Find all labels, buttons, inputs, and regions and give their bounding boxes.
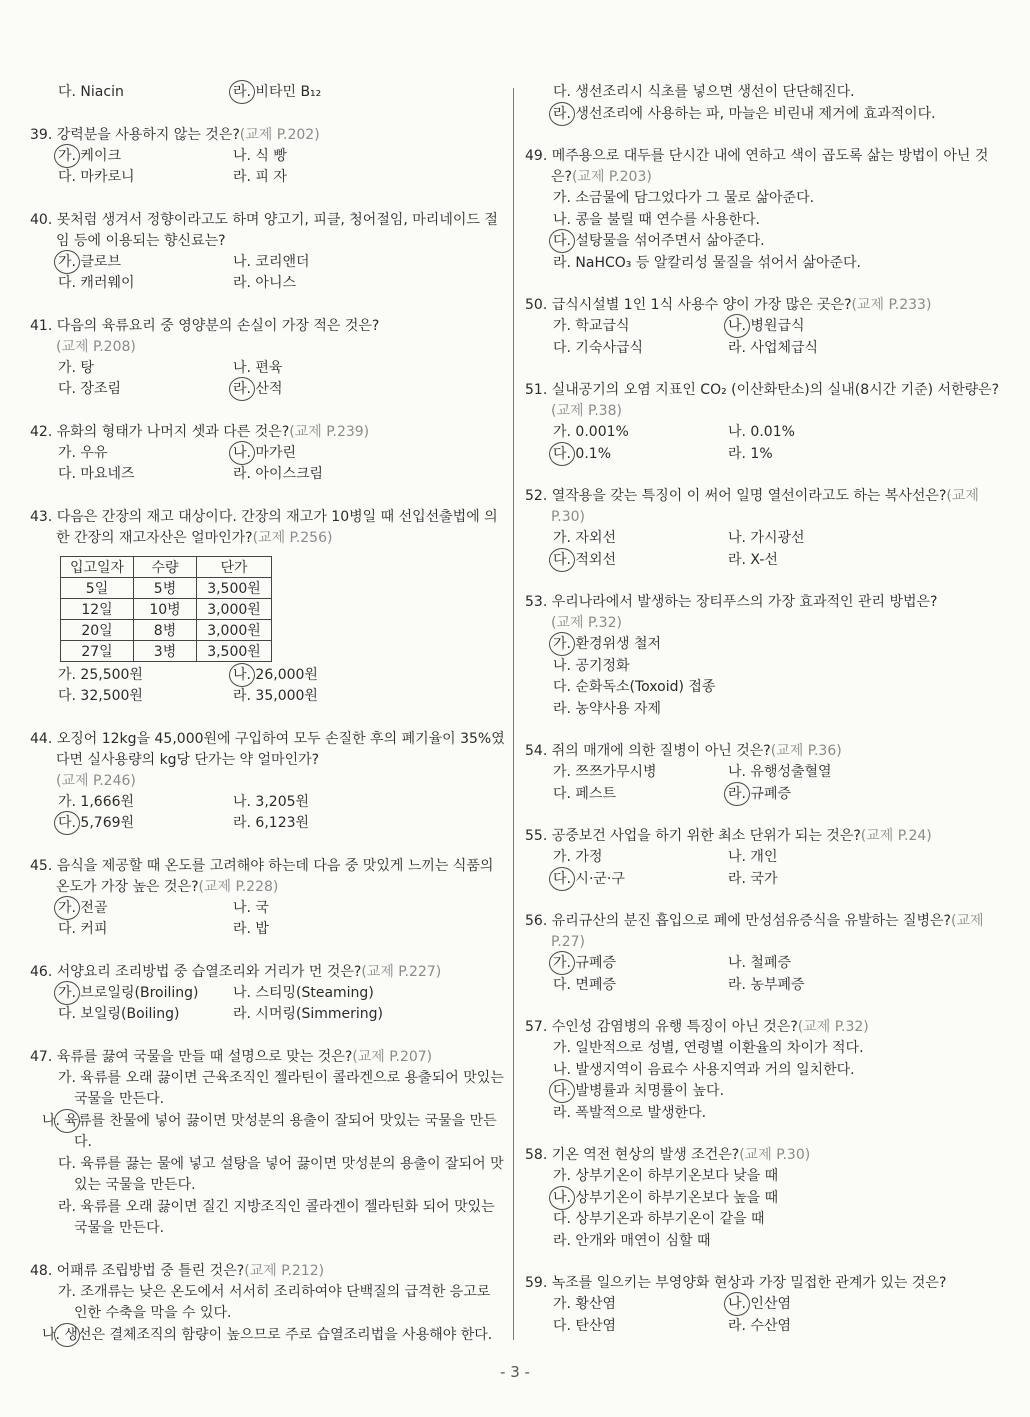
option-answer: 나. 육류를 찬물에 넣어 끓이면 맛성분의 용출이 잘되어 맛있는 국물을 만든다. [42, 1112, 497, 1150]
question-text: 44. 오징어 12kg을 45,000원에 구입하여 모두 손질한 후의 폐기율이 35%였다면 실사용량의 kg당 단가는 약 얼마인가? [30, 730, 505, 768]
option: 다. 캐러웨이 [58, 275, 135, 291]
option: 나. 가시광선 [728, 530, 805, 546]
question-43 [30, 507, 508, 708]
option: 라. 육류를 오래 끓이면 질긴 지방조직인 콜라겐이 젤라틴화 되어 맛있는 국물을 만든다. [58, 1198, 495, 1236]
option: 라. 아니스 [233, 275, 296, 291]
option: 라. 사업체급식 [728, 339, 819, 356]
table-cell: 3,000원 [197, 619, 272, 640]
option: 가. 소금물에 담그었다가 그 물로 삶아준다. [553, 190, 815, 206]
option-answer: 가. 전골 [58, 898, 233, 920]
answer-circle: 나. [58, 1325, 60, 1347]
question-50 [525, 295, 1003, 359]
option-answer: 라. 산적 [233, 379, 508, 401]
question-text: 58. 기온 역전 현상의 발생 조건은? [525, 1147, 740, 1163]
question-text: 48. 어패류 조립방법 중 틀린 것은? [30, 1262, 245, 1279]
option: 다. 생선조리시 식초를 넣으면 생선이 단단해진다. [553, 84, 855, 100]
option-answer: 가. 규폐증 [553, 953, 728, 975]
answer-circle: 다. [553, 1081, 571, 1103]
option: 가. 25,500원 [58, 666, 143, 683]
table-cell: 20일 [61, 619, 134, 640]
option: 다. 마카로니 [58, 169, 135, 185]
option-answer: 다. 적외선 [553, 550, 728, 572]
answer-circle: 가. [58, 898, 76, 920]
question-text: 39. 강력분을 사용하지 않는 것은? [30, 126, 240, 143]
answer-circle: 나. [553, 1188, 571, 1210]
inventory-table [60, 556, 272, 662]
table-cell: 3,000원 [197, 598, 272, 619]
option: 라. 수산염 [728, 1317, 791, 1334]
option: 다. 상부기온과 하부기온이 같을 때 [553, 1211, 765, 1227]
reference: (교제 P.227) [361, 963, 442, 980]
answer-circle: 다. [553, 444, 571, 466]
column-divider [513, 88, 514, 1340]
option: 가. 0.001% [553, 424, 629, 440]
option: 다. 보일링(Boiling) [58, 1006, 180, 1022]
reference: (교제 P.30) [739, 1147, 811, 1163]
reference: (교제 P.36) [770, 743, 842, 759]
option-answer: 가. 브로일링(Broiling) [58, 983, 233, 1005]
option: 나. 개인 [728, 849, 778, 865]
option: 라. 밥 [233, 921, 269, 937]
answer-circle: 라. [233, 82, 251, 104]
question-text: 46. 서양요리 조리방법 중 습열조리와 거리가 먼 것은? [30, 963, 362, 980]
question-57 [525, 1017, 1003, 1124]
option: 다. 탄산염 [553, 1317, 616, 1334]
option: 나. 코리앤더 [233, 253, 310, 270]
option: 가. 상부기온이 하부기온보다 낮을 때 [553, 1168, 779, 1184]
option: 라. 폭발적으로 발생한다. [553, 1104, 707, 1121]
option-answer: 라. 규폐증 [728, 784, 1003, 806]
answer-circle: 다. [58, 813, 76, 835]
question-text: 47. 육류를 끓여 국물을 만들 때 설명으로 맞는 것은? [30, 1048, 353, 1065]
option: 라. NaHCO₃ 등 알칼리성 물질을 섞어서 삶아준다. [553, 254, 861, 271]
option: 가. 우유 [58, 444, 108, 461]
option: 가. 쯔쯔가무시병 [553, 764, 657, 780]
option: 라. 국가 [728, 870, 778, 887]
option: 가. 1,666원 [58, 793, 135, 810]
question-53 [525, 592, 1003, 720]
table-cell: 5병 [134, 577, 197, 598]
option: 가. 탕 [58, 359, 94, 376]
answer-circle: 다. [553, 869, 571, 891]
option: 라. 1% [728, 445, 773, 462]
answer-circle: 나. [728, 1294, 746, 1316]
option-answer: 다. 발병률과 치명률이 높다. [553, 1081, 1003, 1103]
option: 가. 육류를 오래 끓이면 근육조직인 젤라틴이 콜라겐으로 용출되어 맛있는 국물을 만든다. [58, 1069, 504, 1107]
option-answer: 나. 병원급식 [728, 316, 1003, 338]
option: 나. 3,205원 [233, 793, 310, 810]
table-row [61, 640, 272, 661]
option: 라. 6,123원 [233, 815, 310, 831]
option-answer: 라. 비타민 B₁₂ [233, 82, 508, 104]
option: 나. 편육 [233, 359, 283, 376]
question-48 [30, 1261, 508, 1347]
option-answer: 나. 상부기온이 하부기온보다 높을 때 [553, 1188, 1003, 1210]
option: 다. 32,500원 [58, 688, 143, 704]
option: 나. 스티밍(Steaming) [233, 984, 374, 1001]
option: 라. 시머링(Simmering) [233, 1006, 383, 1022]
question-text: 52. 열작용을 갖는 특징이 이 써어 일명 열선이라고도 하는 복사선은? [525, 488, 947, 504]
question-text: 42. 유화의 형태가 나머지 셋과 다른 것은? [30, 423, 290, 440]
option: 라. 농부폐증 [728, 976, 805, 993]
question-46 [30, 962, 508, 1026]
answer-circle: 라. [553, 104, 571, 126]
option: 다. 장조림 [58, 381, 121, 397]
option: 나. 공기정화 [553, 657, 630, 674]
table-cell: 3,500원 [197, 577, 272, 598]
option: 나. 0.01% [728, 424, 795, 440]
question-48-tail [525, 82, 1003, 125]
answer-circle: 라. [233, 379, 251, 401]
reference: (교제 P.32) [797, 1019, 869, 1035]
question-38-tail [30, 82, 508, 104]
option: 다. 커피 [58, 921, 108, 937]
option-answer: 다. 0.1% [553, 444, 728, 466]
reference: (교제 P.228) [198, 878, 279, 895]
option-answer: 나. 인산염 [728, 1294, 1003, 1316]
table-cell: 5일 [61, 577, 134, 598]
option: 다. 순화독소(Toxoid) 접종 [553, 679, 716, 695]
answer-circle: 나. [233, 443, 251, 465]
option-answer: 가. 클로브 [58, 252, 233, 274]
question-54 [525, 741, 1003, 805]
page-number: - 3 - [500, 1363, 530, 1381]
question-text: 40. 못처럼 생겨서 정향이라고도 하며 양고기, 피클, 청어절임, 마리네이드 절임 등에 이용되는 향신료는? [30, 211, 498, 249]
option: 라. 농약사용 자제 [553, 700, 662, 717]
reference: (교제 P.24) [860, 828, 932, 844]
question-text: 53. 우리나라에서 발생하는 장티푸스의 가장 효과적인 관리 방법은? [525, 594, 938, 610]
question-47 [30, 1047, 508, 1240]
right-column [525, 82, 1003, 1358]
table-cell: 3,500원 [197, 640, 272, 661]
option-answer: 나. 26,000원 [233, 665, 508, 687]
answer-circle: 다. [553, 550, 571, 572]
option: 라. 35,000원 [233, 688, 318, 704]
reference: (교제 P.38) [551, 403, 622, 419]
option: 다. 페스트 [553, 785, 616, 802]
option-answer: 다. 5,769원 [58, 813, 233, 835]
table-row [61, 577, 272, 598]
question-55 [525, 826, 1003, 890]
table-header: 수량 [134, 556, 197, 577]
answer-circle: 나. [728, 316, 746, 338]
option: 나. 유행성출혈열 [728, 764, 832, 780]
table-cell: 3병 [134, 640, 197, 661]
option: 가. 조개류는 낮은 온도에서 서서히 조리하여야 단백질의 급격한 응고로 인한 수축을 막을 수 있다. [58, 1283, 491, 1321]
option: 나. 국 [233, 899, 269, 916]
reference: (교제 P.27) [551, 913, 984, 950]
question-49 [525, 146, 1003, 274]
table-header: 입고일자 [61, 556, 134, 577]
option-answer: 다. 설탕물을 섞어주면서 삶아준다. [553, 231, 1003, 253]
reference: (교제 P.233) [851, 297, 932, 313]
answer-circle: 라. [728, 784, 746, 806]
answer-circle: 나. [58, 1111, 60, 1133]
question-41 [30, 316, 508, 401]
question-39 [30, 125, 508, 189]
option: 나. 발생지역이 음료수 사용지역과 거의 일치한다. [553, 1061, 855, 1078]
reference: (교제 P.30) [551, 488, 979, 525]
question-51 [525, 380, 1003, 465]
question-44 [30, 729, 508, 835]
option: 가. 황산염 [553, 1296, 616, 1312]
answer-circle: 가. [553, 634, 571, 656]
reference: (교제 P.32) [551, 615, 622, 631]
question-text: 56. 유리규산의 분진 흡입으로 폐에 만성섬유증식을 유발하는 질병은? [525, 913, 951, 929]
option-answer: 라. 생선조리에 사용하는 파, 마늘은 비린내 제거에 효과적이다. [553, 104, 1003, 126]
question-45 [30, 856, 508, 941]
option-answer: 나. 생선은 결체조직의 함량이 높으므로 주로 습열조리법을 사용해야 한다. [30, 1325, 508, 1347]
table-row [61, 619, 272, 640]
option-answer: 가. 환경위생 철저 [553, 634, 1003, 656]
option-answer: 다. 시·군·구 [553, 869, 728, 891]
reference: (교제 P.202) [239, 126, 320, 143]
reference: (교제 P.208) [56, 338, 136, 355]
table-cell: 27일 [61, 640, 134, 661]
question-text: 45. 음식을 제공할 때 온도를 고려해야 하는데 다음 중 맛있게 느끼는 식품의 온도가 가장 높은 것은? [30, 857, 494, 895]
option: 가. 일반적으로 성별, 연령별 이환율의 차이가 적다. [553, 1040, 864, 1056]
option: 나. 식 빵 [233, 147, 287, 164]
question-text: 54. 쥐의 매개에 의한 질병이 아닌 것은? [525, 743, 771, 759]
option: 라. 아이스크림 [233, 466, 324, 482]
table-header: 단가 [197, 556, 272, 577]
table-cell: 12일 [61, 598, 134, 619]
reference: (교제 P.207) [352, 1048, 433, 1065]
reference: (교제 P.212) [244, 1262, 325, 1279]
option: 가. 가정 [553, 849, 603, 865]
option: 다. 면폐증 [553, 976, 616, 993]
option: 라. 피 자 [233, 169, 287, 185]
left-column [30, 82, 508, 1367]
reference: (교제 P.246) [56, 772, 136, 789]
question-56 [525, 911, 1003, 996]
table-cell: 10병 [134, 598, 197, 619]
option-answer: 가. 케이크 [58, 146, 233, 168]
question-text: 50. 급식시설별 1인 1식 사용수 양이 가장 많은 곳은? [525, 297, 852, 313]
reference: (교제 P.256) [252, 529, 333, 546]
question-59 [525, 1273, 1003, 1337]
answer-circle: 가. [58, 983, 76, 1005]
option: 가. 자외선 [553, 530, 616, 546]
question-text: 41. 다음의 육류요리 중 영양분의 손실이 가장 적은 것은? [30, 317, 380, 334]
question-text: 49. 메주용으로 대두를 단시간 내에 연하고 색이 곱도록 삶는 방법이 아닌 것은? [525, 148, 989, 185]
option: 나. 콩을 불릴 때 연수를 사용한다. [553, 211, 760, 228]
question-text: 57. 수인성 감염병의 유행 특징이 아닌 것은? [525, 1019, 798, 1035]
answer-circle: 가. [553, 953, 571, 975]
question-40 [30, 210, 508, 295]
option: 나. 철폐증 [728, 955, 791, 971]
option: 다. 마요네즈 [58, 466, 135, 482]
option-answer: 나. 마가린 [233, 443, 508, 465]
option: 라. 안개와 매연이 심할 때 [553, 1232, 711, 1249]
answer-circle: 나. [233, 665, 251, 687]
question-text: 51. 실내공기의 오염 지표인 CO₂ (이산화탄소)의 실내(8시간 기준) 서한량은? [525, 382, 1000, 398]
option: 다. 육류를 끓는 물에 넣고 설탕을 넣어 끓이면 맛성분의 용출이 잘되어 맛있는 국물을 만든다. [58, 1155, 504, 1193]
answer-circle: 가. [58, 146, 76, 168]
table-row [61, 598, 272, 619]
option: 라. X-선 [728, 551, 778, 568]
question-text: 43. 다음은 간장의 재고 대상이다. 간장의 재고가 10병일 때 선입선출법에 의한 간장의 재고자산은 얼마인가? [30, 508, 498, 546]
reference: (교제 P.203) [571, 169, 652, 185]
question-42 [30, 422, 508, 486]
question-text: 59. 녹조를 일으키는 부영양화 현상과 가장 밀접한 관계가 있는 것은? [525, 1275, 947, 1291]
answer-circle: 다. [553, 231, 571, 253]
question-52 [525, 486, 1003, 571]
option: 다. Niacin [58, 84, 124, 100]
table-cell: 8병 [134, 619, 197, 640]
option: 가. 학교급식 [553, 318, 630, 334]
question-text: 55. 공중보건 사업을 하기 위한 최소 단위가 되는 것은? [525, 828, 861, 844]
question-58 [525, 1145, 1003, 1252]
answer-circle: 가. [58, 252, 76, 274]
option: 다. 기숙사급식 [553, 339, 644, 356]
reference: (교제 P.239) [289, 423, 370, 440]
